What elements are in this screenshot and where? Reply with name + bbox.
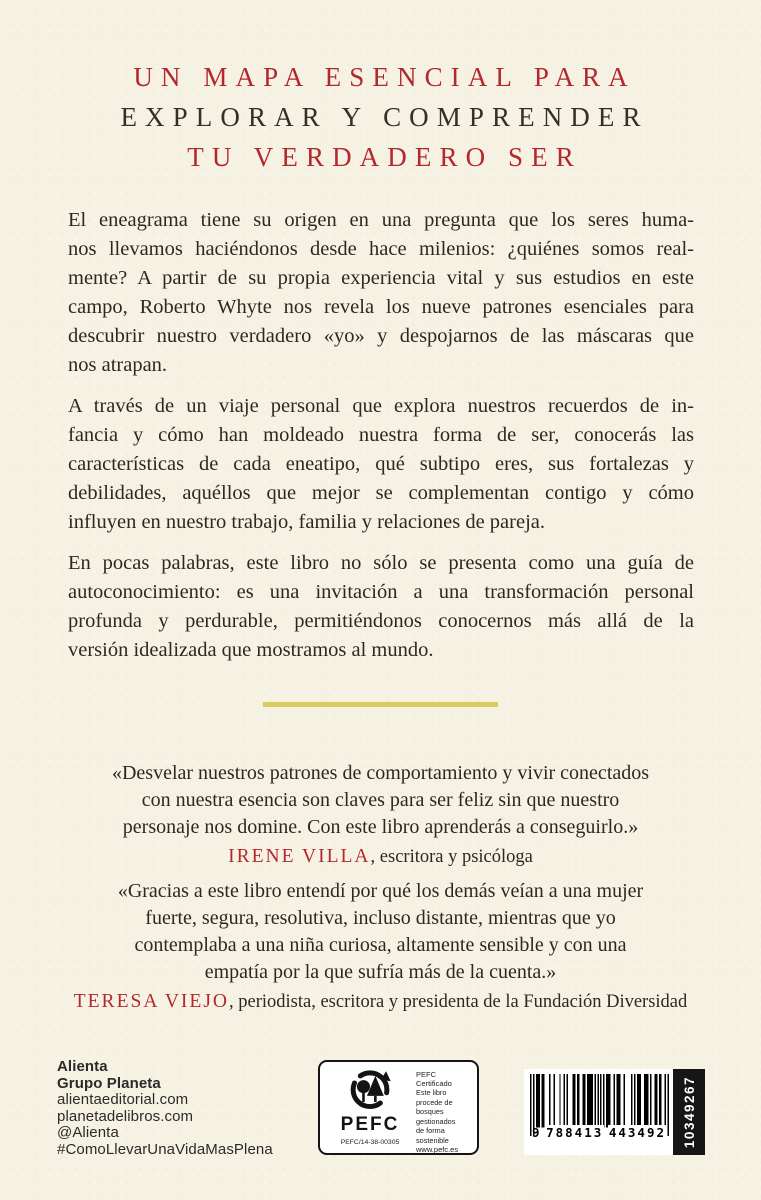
text-line: descubrir nuestro verdadero «yo» y despojarnos de las máscaras que bbox=[68, 325, 694, 347]
text-line: características de cada eneatipo, qué subtipo eres, sus fortalezas y bbox=[68, 453, 694, 475]
publisher-website-2: planetadelibros.com bbox=[57, 1107, 194, 1125]
text-line: mente? A partir de su propia experiencia vital y sus estudios en este bbox=[68, 267, 694, 289]
publisher-social-handle: @Alienta bbox=[57, 1124, 119, 1141]
quote-author: TERESA VIEJO bbox=[73, 991, 230, 1012]
pefc-claim-line: Este libro procede de bbox=[416, 1088, 453, 1107]
pefc-logo-text: PEFC bbox=[340, 1114, 400, 1135]
ean-digit-group: 9 bbox=[532, 1125, 542, 1140]
headline-line-3: TU VERDADERO SER bbox=[187, 142, 582, 172]
ean-digit-group: 443492 bbox=[608, 1125, 666, 1140]
headline bbox=[0, 57, 761, 177]
text-line: autoconocimiento: es una invitación a una transformación personal bbox=[68, 581, 694, 603]
pefc-claim-line: de forma sostenible bbox=[416, 1126, 449, 1145]
synopsis-paragraph-2 bbox=[68, 392, 694, 537]
quote-line: personaje nos domine. Con este libro aprenderás a conseguirlo.» bbox=[122, 816, 639, 838]
pefc-certified-label: PEFC Certificado bbox=[416, 1070, 452, 1088]
isbn-barcode bbox=[524, 1069, 705, 1155]
quote-line: con nuestra esencia son claves para ser feliz sin que nuestro bbox=[141, 789, 620, 811]
quote-line: empatía por la que sufría más de la cuenta.» bbox=[204, 961, 557, 983]
publisher-block bbox=[57, 1059, 273, 1158]
publisher-website-1: alientaeditorial.com bbox=[57, 1091, 189, 1108]
pefc-claim-line: bosques gestionados bbox=[416, 1107, 456, 1126]
quote-attribution bbox=[40, 988, 721, 1016]
quote-line: «Desvelar nuestros patrones de comportamiento y vivir conectados bbox=[111, 762, 650, 784]
headline-line-2: EXPLORAR Y COMPRENDER bbox=[120, 102, 649, 132]
section-divider bbox=[263, 702, 498, 707]
text-line: influyen en nuestro trabajo, familia y relaciones de pareja. bbox=[68, 511, 545, 533]
text-line: nos llevamos haciéndonos desde hace milenios: ¿quiénes somos real- bbox=[68, 238, 694, 260]
internal-product-code: 10349267 bbox=[681, 1075, 697, 1149]
ean-number-row bbox=[530, 1125, 669, 1140]
barcode-side-strip bbox=[673, 1069, 705, 1155]
pefc-trees-icon bbox=[347, 1069, 393, 1115]
quote-line: «Gracias a este libro entendí por qué los demás veían a una mujer bbox=[117, 880, 644, 902]
text-line: versión idealizada que mostramos al mundo. bbox=[68, 639, 434, 661]
synopsis bbox=[68, 206, 694, 677]
quote-author-role: , escritora y psicóloga bbox=[370, 847, 533, 867]
ean-digit-group: 788413 bbox=[546, 1125, 604, 1140]
pefc-text-column bbox=[414, 1068, 471, 1154]
text-line: En pocas palabras, este libro no sólo se presenta como una guía de bbox=[68, 552, 694, 574]
text-line: profunda y perdurable, permitiéndonos conocernos más allá de la bbox=[68, 610, 694, 632]
pefc-website: www.pefc.es bbox=[416, 1145, 459, 1154]
ean-zone bbox=[524, 1069, 673, 1155]
publisher-group: Grupo Planeta bbox=[57, 1074, 161, 1092]
quote-line: contemplaba a una niña curiosa, altamente sensible y con una bbox=[134, 934, 627, 956]
publisher-hashtag: #ComoLlevarUnaVidaMasPlena bbox=[57, 1140, 273, 1158]
quote-attribution bbox=[40, 843, 721, 871]
headline-line-1: UN MAPA ESENCIAL PARA bbox=[133, 62, 636, 92]
text-line: debilidades, aquéllos que mejor se complementan contigo y cómo bbox=[68, 482, 694, 504]
text-line: campo, Roberto Whyte nos revela los nueve patrones esenciales para bbox=[68, 296, 694, 318]
endorsement-quote-2 bbox=[40, 878, 721, 1016]
pefc-certification-label bbox=[318, 1060, 479, 1155]
text-line: fancia y cómo han moldeado nuestra forma de ser, conocerás las bbox=[68, 424, 694, 446]
quote-author: IRENE VILLA bbox=[228, 846, 371, 867]
text-line: A través de un viaje personal que explora nuestros recuerdos de in- bbox=[68, 395, 694, 417]
quote-line: fuerte, segura, resolutiva, incluso distante, mientras que yo bbox=[145, 907, 616, 929]
pefc-logo-column bbox=[326, 1068, 414, 1148]
publisher-imprint: Alienta bbox=[57, 1058, 108, 1075]
endorsement-quote-1 bbox=[40, 760, 721, 871]
text-line: nos atrapan. bbox=[68, 354, 168, 376]
synopsis-paragraph-1 bbox=[68, 206, 694, 380]
quote-author-role: , periodista, escritora y presidenta de la Fundación Diversidad bbox=[229, 992, 688, 1012]
synopsis-paragraph-3 bbox=[68, 549, 694, 665]
text-line: El eneagrama tiene su origen en una pregunta que los seres huma- bbox=[68, 209, 694, 231]
pefc-license-number: PEFC/14-38-00305 bbox=[340, 1139, 400, 1146]
pefc-claim bbox=[416, 1088, 471, 1145]
